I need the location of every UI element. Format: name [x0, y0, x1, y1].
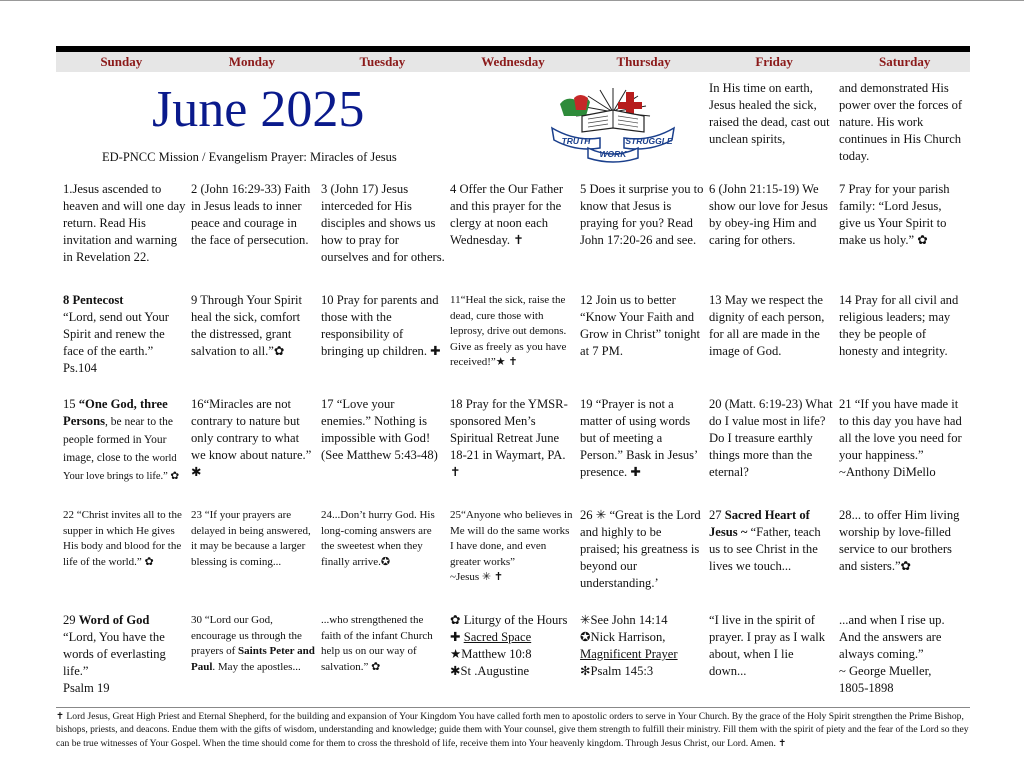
day-header: Wednesday [481, 54, 545, 69]
source-symbol: ✪Nick Harrison, [580, 630, 666, 644]
day-text: “Father, teach us to see Christ in the lives we touch... [709, 525, 821, 573]
calendar-day-21: 21 “If you have made it to this day you have had all the love you need for your happiness.” ~Anthony DiMello [839, 397, 962, 479]
page-subtitle: ED-PNCC Mission / Evangelism Prayer: Miracles of Jesus [102, 150, 397, 164]
calendar-day-6: 6 (John 21:15-19) We show our love for Jesus by obey-ing Him and caring for others. [709, 182, 828, 247]
intro-saturday: and demonstrated His power over the forces of nature. His work continues in His Church today. [839, 81, 963, 163]
quote-friday: “I live in the spirit of prayer. I pray as I walk about, when I lie down... [709, 613, 826, 678]
calendar-day-16: 16“Miracles are not contrary to nature but only contrary to what we know about nature.” ✱ [191, 397, 312, 479]
calendar-day-25: 25“Anyone who believes in Me will do the same works I have done, and even greater works” ~Jesus ✳ ✝ [450, 509, 573, 583]
source-item: ★Matthew 10:8 [450, 647, 532, 661]
day-heading: Sacred Heart of Jesus ~ [709, 508, 810, 539]
source-link: Sacred Space [463, 630, 532, 644]
day-text: 15 [63, 397, 79, 411]
calendar-day-1: 1.Jesus ascended to heaven and will one day return. Read His invitation and warning in Revelation 22. [63, 182, 186, 264]
intro-friday: In His time on earth, Jesus healed the sick, raised the dead, cast out unclean spirits, [709, 81, 830, 146]
calendar-day-22: 22 “Christ invites all to the supper in which He gives His body and blood for the life of the world.” ✿ [63, 509, 182, 568]
calendar-day-5: 5 Does it surprise you to know that Jesus is praying for you? Read John 17:20-26 and see. [580, 182, 704, 247]
source-item: ✻Psalm 145:3 [580, 664, 654, 678]
calendar-day-26: 26 ✳ “Great is the Lord and highly to be praised; his greatness is beyond our understanding.’ [580, 508, 701, 590]
calendar-day-23: 23 “If your prayers are delayed in being answered, it may be because a larger blessing is coming... [191, 509, 311, 568]
logo-word: TRUTH [561, 136, 591, 146]
day-heading: “One God, three Persons [63, 397, 168, 428]
calendar-day-17: 17 “Love your enemies.” Nothing is impossible with God! (See Matthew 5:43-48) [321, 397, 438, 462]
calendar-day-4: 4 Offer the Our Father and this prayer for the clergy at noon each Wednesday. ✝ [450, 182, 564, 247]
logo-word: STRUGGLE [625, 136, 673, 146]
day-heading: Saints Peter and Paul [191, 645, 315, 673]
day-header: Thursday [616, 54, 671, 69]
calendar-day-10: 10 Pray for parents and those with the responsibility of bringing up children. ✚ [321, 293, 441, 358]
calendar-day-7: 7 Pray for your parish family: “Lord Jesus, give us Your Spirit to make us holy.” ✿ [839, 182, 950, 247]
calendar-day-15 [63, 396, 187, 485]
calendar-day-14: 14 Pray for all civil and religious leaders; may they be people of honesty and integrity. [839, 293, 959, 358]
calendar-day-18: 18 Pray for the YMSR-sponsored Men’s Spiritual Retreat June 18-21 in Waymart, PA. ✝ [450, 397, 568, 479]
calendar-day-30 [191, 613, 315, 675]
calendar-day-8 [63, 292, 187, 377]
calendar-day-29 [63, 612, 187, 697]
source-item [450, 629, 574, 646]
calendar-day-3: 3 (John 17) Jesus interceded for His disciples and shows us how to pray for ourselves and for others. [321, 182, 445, 264]
page-title: June 2025 [152, 81, 365, 138]
calendar-day-19: 19 “Prayer is not a matter of using words but of meeting a Person.” Bask in Jesus’ presence. ✚ [580, 397, 698, 479]
calendar-day-20: 20 (Matt. 6:19-23) What do I value most in life? Do I treasure earthly things more than the eternal? [709, 397, 833, 479]
day-header: Tuesday [359, 54, 406, 69]
calendar-day-24: 24...Don’t hurry God. His long-coming answers are the sweetest when they finally arrive.✪ [321, 509, 435, 568]
day-header: Friday [755, 54, 793, 69]
day-text: “Lord, send out Your Spirit and renew the face of the earth.” Ps.104 [63, 310, 169, 375]
quote-saturday: ...and when I rise up. And the answers are always coming.” ~ George Mueller, 1805-1898 [839, 613, 945, 695]
page-top-border [0, 0, 1024, 1]
day-header: Saturday [879, 54, 931, 69]
calendar-tuesday-continuation: ...who strengthened the faith of the infant Church help us on our way of salvation.” ✿ [321, 614, 433, 673]
truth-struggle-work-logo [546, 82, 680, 164]
day-header-row [56, 52, 970, 72]
day-text: , be near to the people formed in Your image, close to the [63, 416, 173, 464]
day-heading: 8 Pentecost [63, 293, 124, 307]
source-item: ✱St .Augustine [450, 664, 530, 678]
clergy-prayer-footer: ✝ Lord Jesus, Great High Priest and Eternal Shepherd, for the building and expansion of Your Kingdom You have called forth men to apostolic orders to serve in Your Church. By the grace of the Holy Spirit strengthen the Prime Bishop, bishops, priests, and deacons. Endue them with the gifts of wisdom, understanding and knowledge; guide them with Your counsel, give them strength to fulfill their ministry. Fill them with the spirit of piety and the fear of the Lord so they can be true witnesses of Your Gospel. When the time should come for them to cross the threshold of life, receive them into Your heavenly kingdom. Through Jesus Christ, our Lord. Amen. ✝ [56, 711, 969, 749]
day-text: 29 [63, 613, 79, 627]
calendar-day-13: 13 May we respect the dignity of each person, for all are made in the image of God. [709, 293, 825, 358]
calendar-day-12: 12 Join us to better “Know Your Faith and Grow in Christ” tonight at 7 PM. [580, 293, 700, 358]
calendar-day-2: 2 (John 16:29-33) Faith in Jesus leads to inner peace and courage in the face of persecution. [191, 182, 311, 247]
day-header: Monday [228, 54, 275, 69]
source-item [580, 629, 704, 663]
source-link: Magnificent Prayer [580, 647, 678, 661]
footer-divider [56, 707, 970, 708]
day-text: 27 [709, 508, 725, 522]
sources-list-2 [580, 612, 704, 680]
sources-list-1 [450, 612, 574, 680]
calendar-day-11: 11“Heal the sick, raise the dead, cure those with leprosy, drive out demons. Give as freely as you have received!”★ ✝ [450, 294, 567, 368]
calendar-day-9: 9 Through Your Spirit heal the sick, comfort the distressed, grant salvation to all.”✿ [191, 293, 303, 358]
source-item: ✳See John 14:14 [580, 613, 668, 627]
calendar-day-28: 28... to offer Him living worship by love-filled service to our brothers and sisters.”✿ [839, 508, 960, 573]
source-symbol: ✚ [450, 630, 464, 644]
day-text: . May the apostles... [212, 660, 301, 673]
day-text: 30 “Lord our God, encourage us through the prayers of [191, 614, 302, 657]
day-text: “Lord, You have the words of everlasting life.” Psalm 19 [63, 630, 166, 695]
day-heading: Word of God [78, 613, 150, 627]
logo-word: WORK [599, 149, 627, 159]
day-header: Sunday [100, 54, 143, 69]
source-item: ✿ Liturgy of the Hours [450, 613, 568, 627]
day-text: world Your love brings to life.” ✿ [63, 453, 180, 482]
calendar-day-27 [709, 507, 833, 575]
